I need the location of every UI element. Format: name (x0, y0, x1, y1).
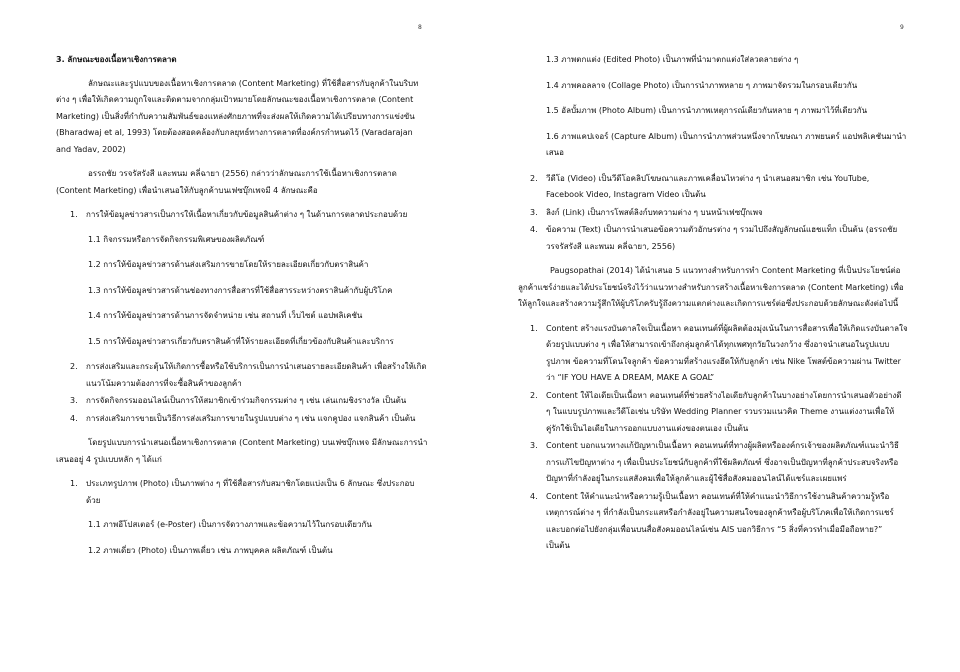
sub-item: 1.1 กิจกรรมหรือการจัดกิจกรรมพิเศษของผลิตภัณฑ์ (88, 234, 265, 244)
list-text: การส่งเสริมการขายเป็นวิธีการส่งเสริมการขายในรูปแบบต่าง ๆ เช่น แจกคูปอง แจกสินค้า เป็นต้น (86, 413, 416, 423)
list-number: 2. (530, 390, 538, 400)
sub-item: 1.5 การให้ข้อมูลข่าวสารเกี่ยวกับตราสินค้าที่ให้รายละเอียดที่เกี่ยวข้องกับสินค้าและบริการ (88, 336, 394, 346)
list-item (518, 222, 908, 255)
list-number: 4. (70, 413, 78, 423)
list-text: Content ให้ไอเดียเป็นเนื้อหา คอนเทนต์ที่ช่วยสร้างไอเดียกับลูกค้าในบางอย่างโดยการนำเสนอตัวอย่างดี ๆ ในแบบรูปภาพและวีดีโอเช่น บริษัท Wedding Planner รวบรวมแนวคิด Theme งานแต่งงานเพื่อให้คู่รักใช้เป็นไอเดียในการออกแบบงานแต่งของตนเอง เป็นต้น (546, 390, 902, 433)
list-item (518, 321, 908, 387)
list-text: Content บอกแนวทางแก้ปัญหาเป็นเนื้อหา คอนเทนต์ที่ทางผู้ผลิตหรือองค์กรเจ้าของผลิตภัณฑ์แนะนำวิธีการแก้ไขปัญหาต่าง ๆ เพื่อเป็นประโยชน์กับลูกค้าที่ใช้ผลิตภัณฑ์ ซึ่งอาจเป็นปัญหาที่ลูกค้าประสบจริงหรือปัญหาที่กำลังอยู่ในกระแสสังคมเพื่อให้ลูกค้าและผู้ใช้สื่อสังคมออนไลน์ได้แชร์และเผยแพร่ (546, 441, 899, 483)
paragraph: Paugsopathai (2014) ได้นำเสนอ 5 แนวทางสำหรับการทำ Content Marketing ที่เป็นประโยชน์ต่อลูกค้าแชร์ง่ายและได้ประโยชน์จริงไว้ว่าแนวทางสำหรับการสร้างเนื้อหาเชิงการตลาด (Content Marketing) เพื่อให้ลูกใจและสร้างความรู้สึกให้ผู้บริโภครับรู้ถึงความแตกต่างและเกิดการแชร์ต่อซึ่งประกอบด้วยลักษณะดังต่อไปนี้ (518, 266, 904, 308)
list-number: 3. (70, 396, 78, 405)
paragraph: อรรถชัย วรจรัสรังสี และพนม คลี่ฉายา (2556) กล่าวว่าลักษณะการใช้เนื้อหาเชิงการตลาด (Content Marketing) เพื่อนำเสนอให้กับลูกค้าบนเฟซบุ๊กเพจมี 4 ลักษณะคือ (56, 169, 397, 195)
page-right (480, 0, 960, 672)
sub-item: 1.4 ภาพคอลลาจ (Collage Photo) เป็นการนำภาพหลาย ๆ ภาพมาจัดรวมในกรอบเดียวกัน (546, 80, 858, 90)
list-item (518, 171, 908, 204)
list-number: 1. (70, 479, 78, 488)
list-text: การให้ข้อมูลข่าวสารเป็นการให้เนื้อหาเกี่ยวกับข้อมูลสินค้าต่าง ๆ ในด้านการตลาดประกอบด้วย (86, 210, 408, 219)
list-number: 4. (530, 491, 538, 501)
list-item (518, 438, 908, 488)
page-number: 9 (900, 24, 904, 31)
page-content (56, 52, 428, 568)
list-item (56, 359, 428, 392)
page-number: 8 (418, 24, 422, 31)
list-number: 1. (70, 210, 78, 219)
list-item (518, 388, 908, 438)
list-number: 3. (530, 207, 538, 217)
sub-item: 1.1 ภาพอีโปสเตอร์ (e-Poster) เป็นการจัดวางภาพและข้อความไว้ในกรอบเดียวกัน (88, 520, 372, 529)
list-text: ประเภทรูปภาพ (Photo) เป็นภาพต่าง ๆ ที่ใช้สื่อสารกับสมาชิกโดยแบ่งเป็น 6 ลักษณะ ซึ่งประกอบด้วย (86, 479, 415, 505)
list-item (518, 489, 908, 555)
list-item (518, 205, 908, 222)
list-number: 2. (70, 362, 78, 371)
list-text: วีดีโอ (Video) เป็นวีดีโอคลิปโฆษณาและภาพเคลื่อนไหวต่าง ๆ นำเสนอสมาชิก เช่น YouTube, Facebook Video, Instagram Video เป็นต้น (546, 173, 870, 199)
list-item (56, 411, 428, 428)
section-heading: 3. ลักษณะของเนื้อหาเชิงการตลาด (56, 55, 177, 64)
page-content (518, 52, 908, 556)
list-text: การส่งเสริมและกระตุ้นให้เกิดการซื้อหรือใช้บริการเป็นการนำเสนอรายละเอียดสินค้า เพื่อสร้างให้เกิดแนวโน้มความต้องการที่จะซื้อสินค้าของลูกค้า (86, 362, 427, 388)
list-text: Content ให้คำแนะนำหรือความรู้เป็นเนื้อหา คอนเทนต์ที่ให้คำแนะนำวิธีการใช้งานสินค้าความรู้หรือเหตุการณ์ต่าง ๆ ที่กำลังเป็นกระแสหรือกำลังอยู่ในความสนใจของลูกค้าหรือผู้บริโภคเพื่อให้เกิดการแชร์และบอกต่อไปยังกลุ่มเพื่อนบนสื่อสังคมออนไลน์เช่น AIS บอกวิธีการ “5 สิ่งที่ควรทำเมื่อมือถือหาย?” เป็นต้น (546, 491, 894, 550)
list-number: 4. (530, 225, 538, 234)
sub-item: 1.3 การให้ข้อมูลข่าวสารด้านช่องทางการสื่อสารที่ใช้สื่อสารระหว่างตราสินค้ากับผู้บริโภค (88, 285, 393, 295)
list-item (56, 207, 428, 224)
list-number: 1. (530, 323, 538, 333)
sub-item: 1.6 ภาพแคปเจอร์ (Capture Album) เป็นการนำภาพส่วนหนึ่งจากโฆษณา ภาพยนตร์ แอปพลิเคชันมานำเสนอ (546, 131, 907, 157)
sub-item: 1.5 อัลบั้มภาพ (Photo Album) เป็นการนำภาพเหตุการณ์เดียวกันหลาย ๆ ภาพมาไว้ที่เดียวกัน (546, 106, 868, 115)
list-number: 2. (530, 173, 538, 183)
list-item (56, 393, 428, 410)
list-text: Content สร้างแรงบันดาลใจเป็นเนื้อหา คอนเทนต์ที่ผู้ผลิตต้องมุ่งเน้นในการสื่อสารเพื่อให้เกิดแรงบันดาลใจด้วยรูปแบบต่าง ๆ เพื่อให้สามารถเข้าถึงกลุ่มลูกค้าได้ทุกเพศทุกวัยในวงกว้าง ซึ่งอาจนำเสนอในรูปแบบรูปภาพ ข้อความที่โดนใจลูกค้า ข้อความที่สร้างแรงฮึดให้กับลูกค้า เช่น Nike โพสต์ข้อความผ่าน Twitter ว่า “IF YOU HAVE A DREAM, MAKE A GOAL” (546, 323, 908, 382)
sub-item: 1.2 ภาพเดี่ยว (Photo) เป็นภาพเดี่ยว เช่น ภาพบุคคล ผลิตภัณฑ์ เป็นต้น (88, 545, 333, 555)
sub-item: 1.4 การให้ข้อมูลข่าวสารด้านการจัดจำหน่าย เช่น สถานที่ เว็บไซต์ แอปพลิเคชัน (88, 311, 363, 320)
sub-item: 1.2 การให้ข้อมูลข่าวสารด้านส่งเสริมการขายโดยให้รายละเอียดเกี่ยวกับตราสินค้า (88, 260, 369, 269)
sub-item: 1.3 ภาพตกแต่ง (Edited Photo) เป็นภาพที่นำมาตกแต่งใส่ลวดลายต่าง ๆ (546, 55, 799, 64)
paragraph: โดยรูปแบบการนำเสนอเนื้อหาเชิงการตลาด (Content Marketing) บนเฟซบุ๊กเพจ มีลักษณะการนำเสนออยู่ 4 รูปแบบหลัก ๆ ได้แก่ (56, 438, 428, 464)
list-text: การจัดกิจกรรมออนไลน์เป็นการให้สมาชิกเข้าร่วมกิจกรรมต่าง ๆ เช่น เล่นเกมชิงรางวัล เป็นต้น (86, 396, 407, 405)
list-number: 3. (530, 441, 538, 450)
list-text: ข้อความ (Text) เป็นการนำเสนอข้อความตัวอักษรต่าง ๆ รวมไปถึงสัญลักษณ์แฮชแท็ก เป็นต้น (อรรถชัย วรจรัสรังสี และพนม คลี่ฉายา, 2556) (546, 225, 898, 251)
list-text: ลิงก์ (Link) เป็นการโพสต์ลิงก์บทความต่าง ๆ บนหน้าเฟซบุ๊กเพจ (546, 207, 763, 217)
paragraph: ลักษณะและรูปแบบของเนื้อหาเชิงการตลาด (Content Marketing) ที่ใช้สื่อสารกับลูกค้าในบริบทต่าง ๆ เพื่อให้เกิดความถูกใจและติดตามจากกลุ่มเป้าหมายโดยลักษณะของเนื้อหาเชิงการตลาด (Content Marketing) เป็นสิ่งที่กำกับความสัมพันธ์ของแหล่งศักยภาพที่จะส่งผลให้เกิดความได้เปรียบทางการแข่งขัน (Bharadwaj et al, 1993) โดยต้องสอดคล้องกับกลยุทธ์ทางการตลาดที่องค์กรกำหนดไว้ (Varadarajan and Yadav, 2002) (56, 78, 419, 154)
list-item (56, 476, 428, 509)
